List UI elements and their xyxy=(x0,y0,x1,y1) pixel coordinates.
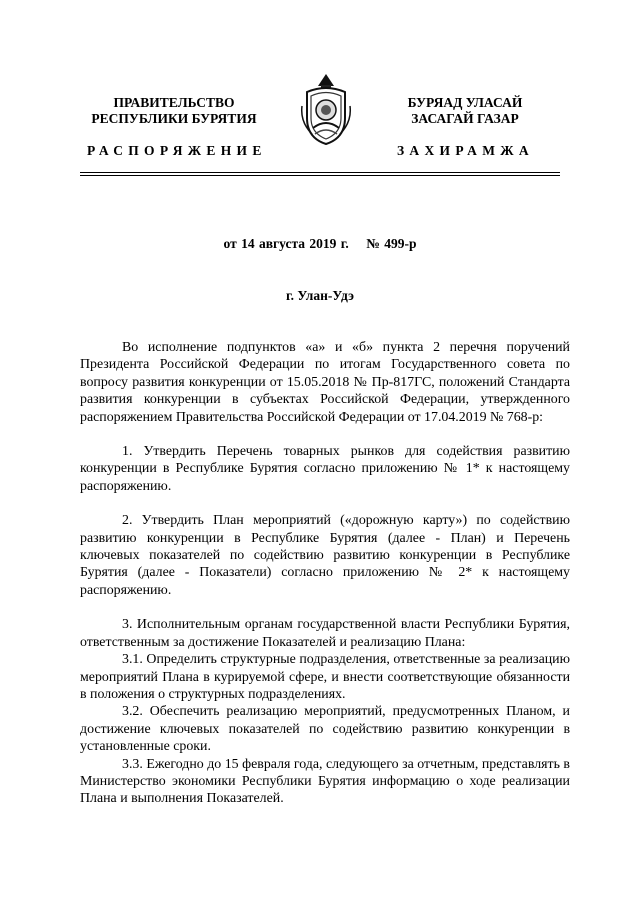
buryatia-coat-of-arms-icon xyxy=(298,72,354,146)
issuer-ru-line1: ПРАВИТЕЛЬСТВО xyxy=(113,95,235,110)
issuer-bua xyxy=(382,95,548,127)
item-3-3-paragraph: 3.3. Ежегодно до 15 февраля года, следующего за отчетным, представлять в Министерство экономики Республики Бурятия информацию о ходе реализации Плана и выполнения Показателей. xyxy=(80,756,570,807)
date-number-line: от 14 августа 2019 г. № 499-р xyxy=(223,236,417,251)
item-3-paragraph: 3. Исполнительным органам государственной власти Республики Бурятия, ответственным за достижение Показателей и реализацию Плана: xyxy=(80,617,570,650)
document-body xyxy=(80,339,570,808)
city-line: г. Улан-Удэ xyxy=(286,288,354,303)
doc-type-bua: ЗАХИРАМЖА xyxy=(397,143,534,158)
header-divider-top xyxy=(80,172,560,173)
item-3-1-paragraph: 3.1. Определить структурные подразделения, ответственные за реализацию мероприятий Плана в курируемой сфере, и внести соответствующие обязанности в положения о структурных подразделениях. xyxy=(80,652,570,702)
header-divider-bottom xyxy=(80,175,560,176)
issuer-bua-line2: ЗАСАГАЙ ГАЗАР xyxy=(411,111,519,126)
issuer-ru xyxy=(82,95,266,127)
item-2-paragraph: 2. Утвердить План мероприятий («дорожную карту») по содействию развитию конкуренции в Республике Бурятия (далее - План) и Перечень ключевых показателей по содействию развитию конкуренции в Республике Бурятия (далее - Показатели) согласно приложению № 2* к настоящему распоряжению. xyxy=(80,513,570,598)
item-3-2-paragraph: 3.2. Обеспечить реализацию мероприятий, предусмотренных Планом, и достижение ключевых показателей по содействию развитию конкуренции в установленные сроки. xyxy=(80,704,570,755)
issuer-ru-line2: РЕСПУБЛИКИ БУРЯТИЯ xyxy=(91,111,257,126)
preamble-paragraph: Во исполнение подпунктов «а» и «б» пункта 2 перечня поручений Президента Российской Федерации по итогам Государственного совета по вопросу развития конкуренции от 15.05.2018 № Пр-817ГС, положений Стандарта развития конкуренции в субъектах Российской Федерации, утвержденного распоряжением Правительства Российской Федерации от 17.04.2019 № 768-р: xyxy=(80,340,570,425)
issuer-bua-line1: БУРЯАД УЛАСАЙ xyxy=(407,95,523,110)
item-1-paragraph: 1. Утвердить Перечень товарных рынков для содействия развитию конкуренции в Республике Бурятия согласно приложению № 1* к настоящему распоряжению. xyxy=(80,444,570,494)
doc-type-ru: РАСПОРЯЖЕНИЕ xyxy=(87,143,267,158)
